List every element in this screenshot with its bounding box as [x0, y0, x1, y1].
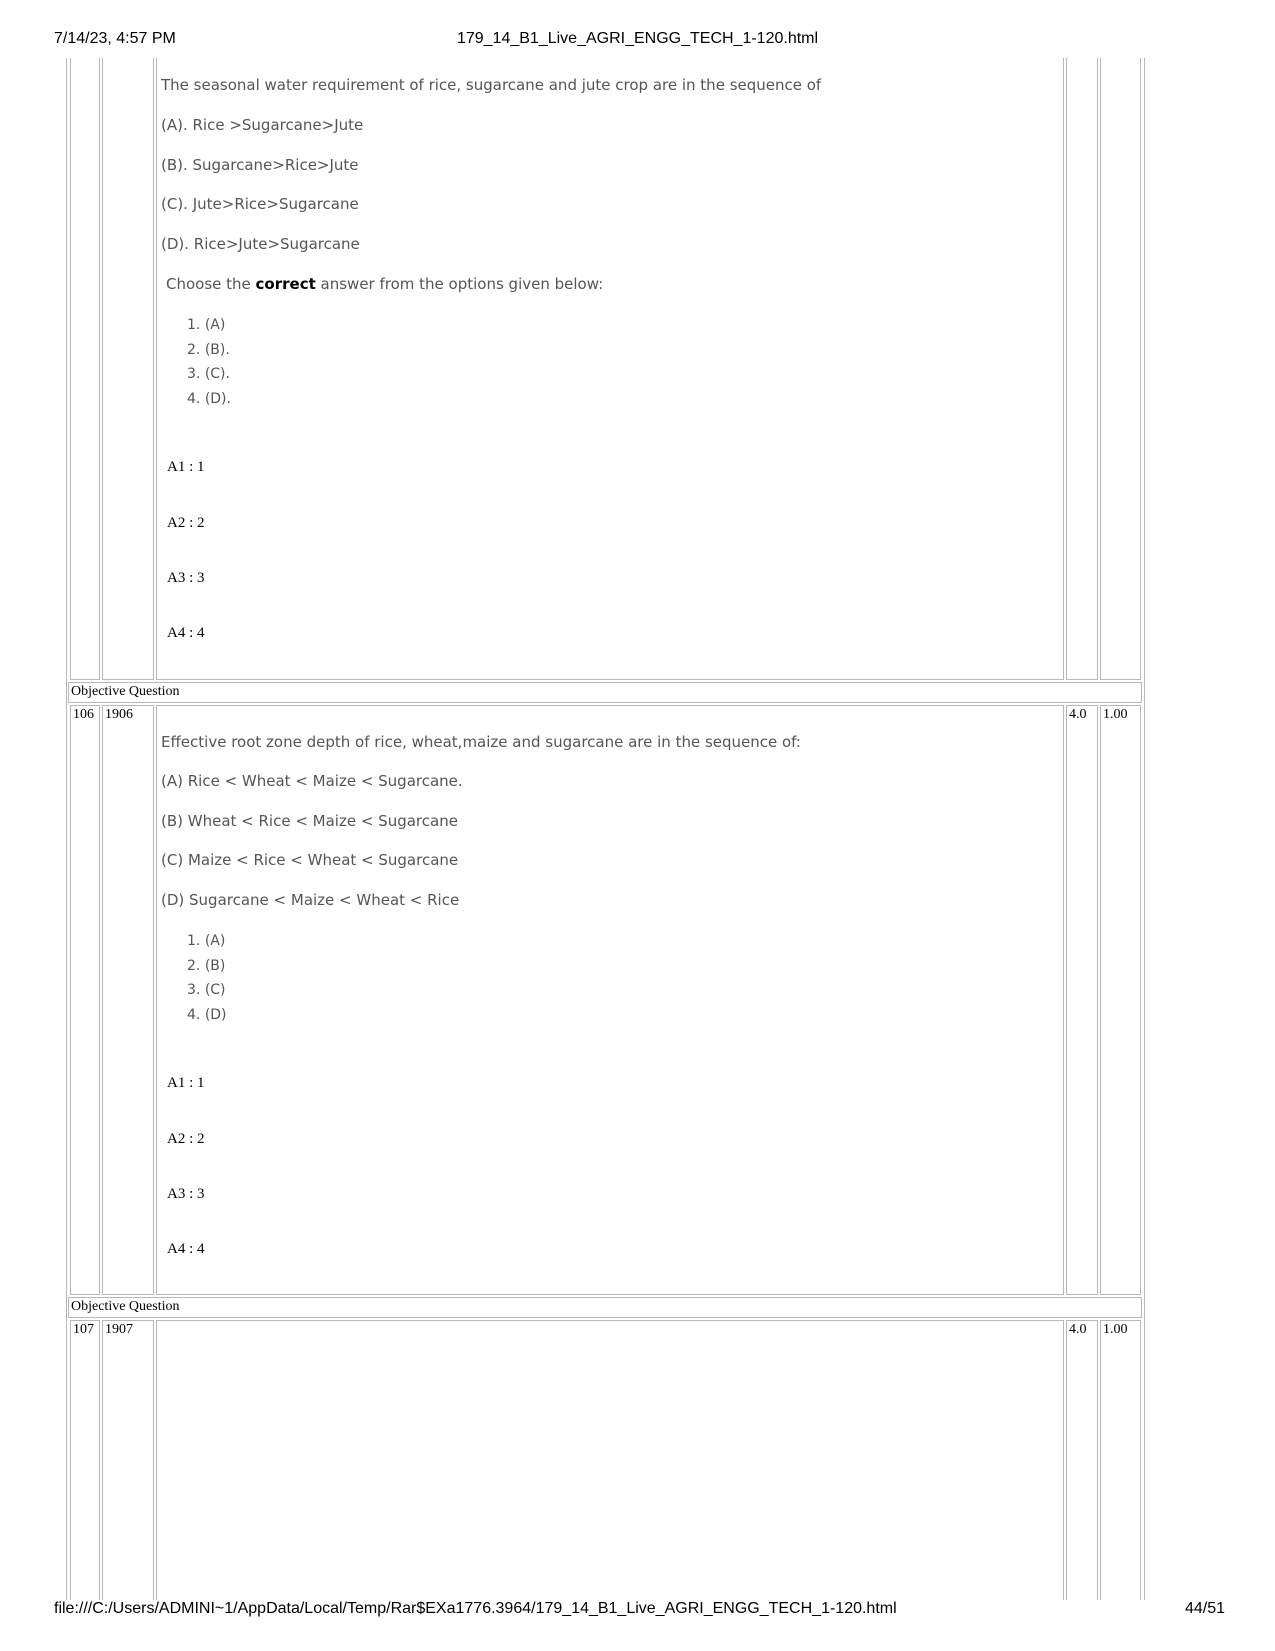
q105-answer-3: A3 : 3 — [167, 570, 205, 586]
q105-option-a: (A). Rice >Sugarcane>Jute — [161, 116, 364, 134]
q107-type-label: Objective Question — [71, 1299, 180, 1314]
q107-type-row — [68, 1297, 1142, 1318]
q105-answer-2: A2 : 2 — [167, 515, 205, 531]
q105-choice-list — [187, 313, 231, 411]
q106-sno: 106 — [73, 707, 94, 722]
q106-sno-cell — [70, 705, 100, 1295]
q106-answer-2: A2 : 2 — [167, 1131, 205, 1147]
print-header — [0, 30, 1275, 52]
print-page-number: 44/51 — [1184, 1600, 1225, 1617]
q106-type-row — [68, 682, 1142, 703]
q105-body-cell — [156, 58, 1064, 680]
q105-instruction-bold: correct — [255, 275, 316, 293]
q105-instruction — [166, 275, 603, 293]
q107-qid: 1907 — [105, 1322, 133, 1337]
q105-option-b: (B). Sugarcane>Rice>Jute — [161, 156, 359, 174]
table-outer-right — [1141, 58, 1145, 1600]
q105-neg-cell — [1100, 58, 1141, 680]
q106-neg-cell — [1100, 705, 1141, 1295]
q105-choice-4: 4. (D). — [187, 390, 231, 407]
q105-choice-3: 3. (C). — [187, 366, 230, 382]
q106-choice-3: 3. (C) — [187, 982, 226, 998]
q106-answer-3: A3 : 3 — [167, 1186, 205, 1202]
q106-option-a: (A) Rice < Wheat < Maize < Sugarcane. — [161, 772, 463, 790]
q105-answer-4: A4 : 4 — [167, 625, 205, 641]
q106-marks-cell — [1066, 705, 1098, 1295]
q107-neg-marks: 1.00 — [1103, 1322, 1128, 1337]
q107-body-cell — [156, 1320, 1064, 1600]
q105-option-c: (C). Jute>Rice>Sugarcane — [161, 195, 359, 213]
print-footer — [0, 1600, 1275, 1622]
q106-body-cell — [156, 705, 1064, 1295]
q105-instruction-pre: Choose the — [166, 275, 256, 293]
q107-marks-cell — [1066, 1320, 1098, 1600]
q105-marks-cell — [1066, 58, 1098, 680]
q107-sno-cell — [70, 1320, 100, 1600]
q106-neg-marks: 1.00 — [1103, 707, 1128, 722]
q106-choice-4: 4. (D) — [187, 1006, 227, 1023]
q106-choice-2: 2. (B) — [187, 957, 226, 974]
q106-qid-cell — [102, 705, 154, 1295]
q107-qid-cell — [102, 1320, 154, 1600]
q105-option-d: (D). Rice>Jute>Sugarcane — [161, 235, 360, 253]
print-file-path: file:///C:/Users/ADMINI~1/AppData/Local/Temp/Rar$EXa1776.3964/179_14_B1_Live_AGRI_ENGG_TECH_1-120.html — [54, 1600, 897, 1617]
q105-instruction-post: answer from the options given below: — [315, 275, 604, 293]
q106-stem: Effective root zone depth of rice, wheat,maize and sugarcane are in the sequence of: — [161, 733, 801, 751]
q106-option-d: (D) Sugarcane < Maize < Wheat < Rice — [161, 891, 460, 909]
q105-answer-1: A1 : 1 — [167, 459, 205, 475]
print-datetime: 7/14/23, 4:57 PM — [54, 30, 176, 47]
q105-choice-2: 2. (B). — [187, 341, 230, 358]
q105-qid-cell — [102, 58, 154, 680]
q107-sno: 107 — [73, 1322, 94, 1337]
q106-answer-4: A4 : 4 — [167, 1241, 205, 1257]
q107-marks: 4.0 — [1069, 1322, 1087, 1337]
q106-option-b: (B) Wheat < Rice < Maize < Sugarcane — [161, 812, 458, 830]
q107-neg-cell — [1100, 1320, 1141, 1600]
q105-stem: The seasonal water requirement of rice, sugarcane and jute crop are in the sequence of — [161, 76, 822, 94]
print-doc-title: 179_14_B1_Live_AGRI_ENGG_TECH_1-120.html — [456, 30, 819, 47]
q106-option-c: (C) Maize < Rice < Wheat < Sugarcane — [161, 851, 459, 869]
q106-qid: 1906 — [105, 707, 133, 722]
q106-answer-1: A1 : 1 — [167, 1075, 205, 1091]
q106-choice-1: 1. (A) — [187, 933, 226, 949]
q105-sno-cell — [70, 58, 100, 680]
q105-choice-1: 1. (A) — [187, 317, 226, 333]
q106-marks: 4.0 — [1069, 707, 1087, 722]
q106-choice-list — [187, 929, 227, 1027]
q106-type-label: Objective Question — [71, 684, 180, 699]
